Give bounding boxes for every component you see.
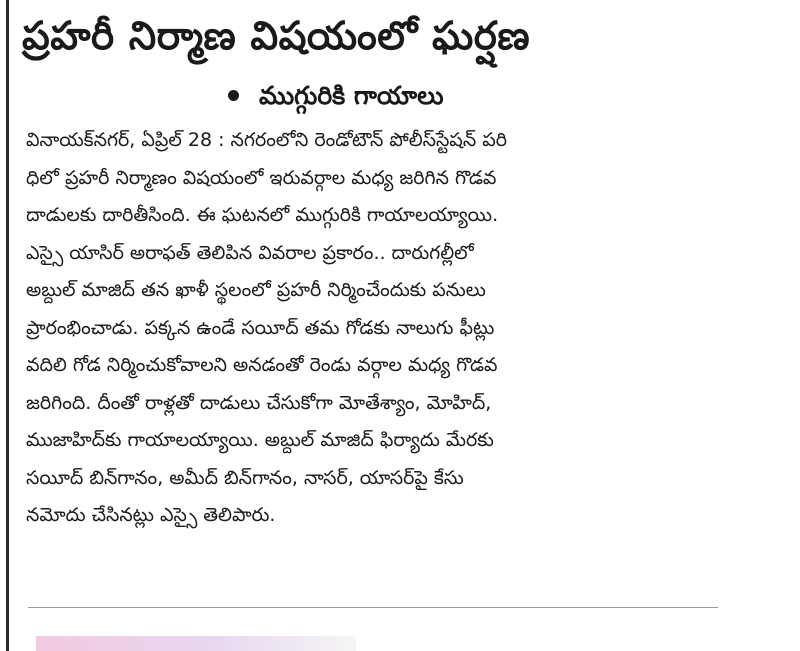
body-line: ధిలో ప్రహరీ నిర్మాణం విషయంలో ఇరువర్గాల మధ్య జరిగిన గొడవ [26, 166, 497, 189]
body-line: ముజాహిద్‌కు గాయాలయ్యాయి. అబ్దుల్ మాజిద్ ఫిర్యాదు మేరకు [26, 429, 494, 451]
body-line: ప్రారంభించాడు. పక్కన ఉండే సయీద్ తమ గోడకు నాలుగు ఫీట్లు [26, 316, 495, 339]
body-line: వదిలి గోడ నిర్మించుకోవాలని అనడంతో రెండు వర్గాల మధ్య గొడవ [26, 354, 498, 376]
article-subheadline [228, 76, 443, 116]
body-line: దాడులకు దారితీసింది. ఈ ఘటనలో ముగ్గురికి గాయాలయ్యాయి. [26, 204, 499, 226]
subheadline-text: ముగ్గురికి గాయాలు [259, 81, 444, 110]
body-line: ఎస్సై యాసిర్ అరాఫత్ తెలిపిన వివరాల ప్రకారం.. దారుగల్లీలో [26, 241, 474, 264]
article-headline: ప్రహరీ నిర్మాణ విషయంలో ఘర్షణ [22, 14, 531, 59]
article-divider [28, 607, 718, 608]
next-article-image-cropped [36, 636, 356, 651]
article-body [26, 122, 720, 535]
body-line: నమోదు చేసినట్లు ఎస్సై తెలిపారు. [26, 504, 276, 526]
body-line: సయీద్ బిన్‌గానం, అమీద్ బిన్‌గానం, నాసర్, యాసర్‌పై కేసు [26, 466, 464, 489]
body-line: వినాయక్‌నగర్, ఏప్రిల్ 28 : నగరంలోని రెండోటౌన్ పోలీస్‌స్టేషన్ పరి [26, 129, 508, 151]
bullet-icon [228, 90, 239, 101]
body-line: అబ్దుల్ మాజిద్ తన ఖాళీ స్థలంలో ప్రహరీ నిర్మించేందుకు పనులు [26, 279, 486, 301]
body-line: జరిగింది. దీంతో రాళ్లతో దాడులు చేసుకోగా మోతేశ్యాం, మోహిద్, [26, 391, 492, 414]
page-left-border [6, 0, 9, 651]
